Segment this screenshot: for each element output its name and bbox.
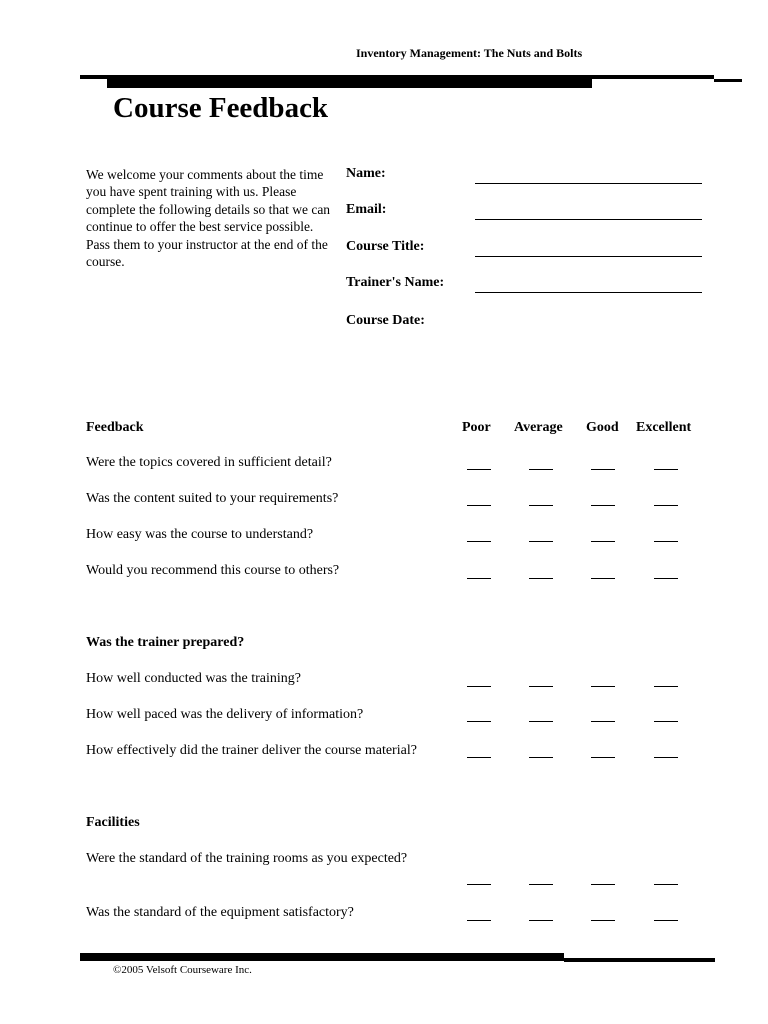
course-title-field[interactable] (475, 256, 702, 257)
trainer-name-label: Trainer's Name: (346, 275, 445, 290)
rating-blank-poor[interactable] (467, 469, 491, 470)
rating-blank-average[interactable] (529, 469, 553, 470)
rating-blank-poor[interactable] (467, 757, 491, 758)
rating-blank-excellent[interactable] (654, 757, 678, 758)
rating-blank-good[interactable] (591, 686, 615, 687)
rating-blank-good[interactable] (591, 920, 615, 921)
rating-blank-poor[interactable] (467, 884, 491, 885)
intro-paragraph: We welcome your comments about the time you have spent training with us. Please complete the following details so that we can continue to offer the best service possible. Pass them to your instructor at the end of the course. (86, 167, 331, 270)
name-field[interactable] (475, 183, 702, 184)
rating-blank-average[interactable] (529, 757, 553, 758)
question-text: How easy was the course to understand? (86, 527, 314, 542)
rating-blank-poor[interactable] (467, 541, 491, 542)
rating-blank-average[interactable] (529, 721, 553, 722)
rating-blank-good[interactable] (591, 721, 615, 722)
rating-blank-excellent[interactable] (654, 578, 678, 579)
rating-blank-average[interactable] (529, 884, 553, 885)
rating-blank-poor[interactable] (467, 578, 491, 579)
rating-blank-good[interactable] (591, 469, 615, 470)
column-header-excellent: Excellent (636, 420, 692, 435)
email-field[interactable] (475, 219, 702, 220)
rating-blank-poor[interactable] (467, 686, 491, 687)
rating-blank-excellent[interactable] (654, 920, 678, 921)
page-title: Course Feedback (113, 92, 329, 124)
question-text: How effectively did the trainer deliver the course material? (86, 743, 417, 758)
question-text: How well conducted was the training? (86, 671, 301, 686)
rating-blank-average[interactable] (529, 686, 553, 687)
rating-blank-poor[interactable] (467, 505, 491, 506)
rating-blank-good[interactable] (591, 541, 615, 542)
rating-blank-good[interactable] (591, 884, 615, 885)
section-heading-feedback: Feedback (86, 420, 144, 435)
name-label: Name: (346, 166, 386, 181)
question-text: Would you recommend this course to others? (86, 563, 340, 578)
rating-blank-poor[interactable] (467, 721, 491, 722)
course-date-label: Course Date: (346, 313, 425, 328)
column-header-average: Average (514, 420, 563, 435)
question-text: Was the standard of the equipment satisfactory? (86, 905, 354, 920)
rating-blank-average[interactable] (529, 578, 553, 579)
rating-blank-excellent[interactable] (654, 686, 678, 687)
section-heading-facilities: Facilities (86, 815, 140, 830)
rating-blank-excellent[interactable] (654, 721, 678, 722)
rating-blank-poor[interactable] (467, 920, 491, 921)
rating-blank-excellent[interactable] (654, 884, 678, 885)
column-header-poor: Poor (462, 420, 491, 435)
question-text: Were the topics covered in sufficient detail? (86, 455, 332, 470)
rating-blank-average[interactable] (529, 920, 553, 921)
document-header-title: Inventory Management: The Nuts and Bolts (356, 46, 583, 60)
rating-blank-good[interactable] (591, 578, 615, 579)
rating-blank-average[interactable] (529, 505, 553, 506)
rating-blank-excellent[interactable] (654, 541, 678, 542)
course-title-label: Course Title: (346, 239, 425, 254)
section-heading-trainer: Was the trainer prepared? (86, 635, 245, 650)
question-text: How well paced was the delivery of information? (86, 707, 364, 722)
column-header-good: Good (586, 420, 619, 435)
email-label: Email: (346, 202, 387, 217)
rating-blank-good[interactable] (591, 505, 615, 506)
question-text: Were the standard of the training rooms as you expected? (86, 851, 408, 866)
rating-blank-average[interactable] (529, 541, 553, 542)
rating-blank-good[interactable] (591, 757, 615, 758)
rating-blank-excellent[interactable] (654, 505, 678, 506)
trainer-name-field[interactable] (475, 292, 702, 293)
question-text: Was the content suited to your requirements? (86, 491, 339, 506)
footer-copyright: ©2005 Velsoft Courseware Inc. (113, 964, 252, 976)
rating-blank-excellent[interactable] (654, 469, 678, 470)
